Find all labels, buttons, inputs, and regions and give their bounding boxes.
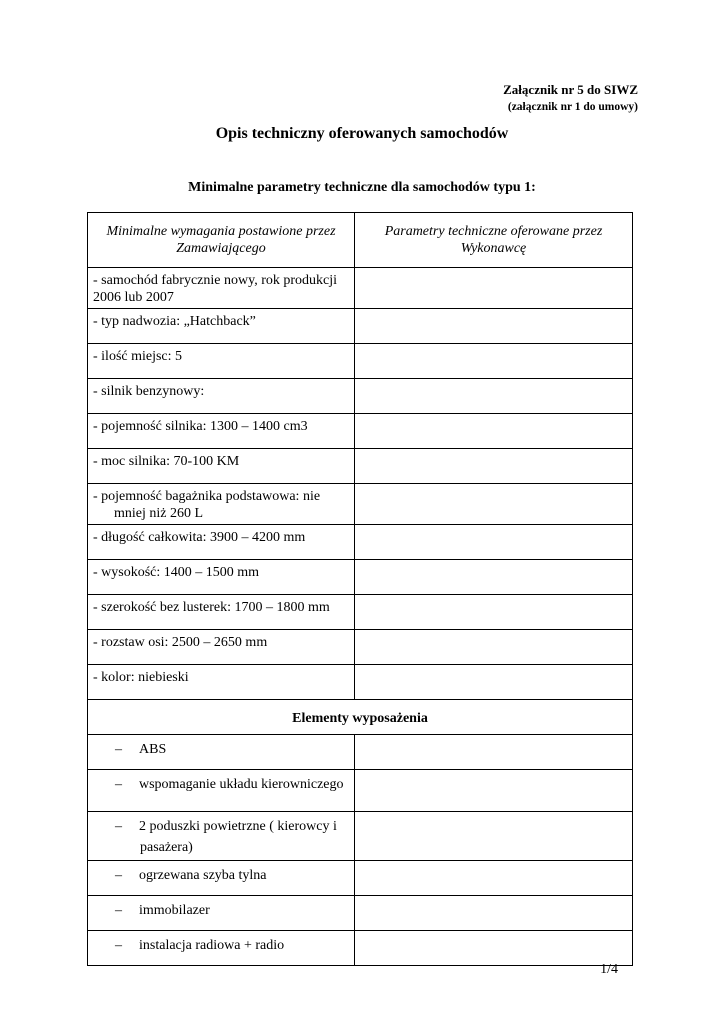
offered-cell[interactable]: [355, 861, 633, 896]
attachment-line-1: Załącznik nr 5 do SIWZ: [503, 82, 638, 97]
dash-bullet: –: [115, 903, 122, 918]
offered-cell[interactable]: [355, 344, 633, 379]
requirement-cell: - typ nadwozia: „Hatchback”: [88, 309, 355, 344]
offered-cell[interactable]: [355, 449, 633, 484]
requirement-cell: - pojemność silnika: 1300 – 1400 cm3: [88, 414, 355, 449]
dash-bullet: –: [115, 819, 122, 834]
requirement-cell: - kolor: niebieski: [88, 665, 355, 700]
table-row: [88, 379, 633, 414]
table-row: [88, 344, 633, 379]
table-row: [88, 525, 633, 560]
table-row: [88, 268, 633, 309]
table-row: [88, 309, 633, 344]
document-title: Opis techniczny oferowanych samochodów: [215, 125, 509, 142]
offered-cell[interactable]: [355, 665, 633, 700]
requirement-text: - pojemność bagażnika podstawowa: nie mniej niż 260 L: [93, 489, 321, 521]
equipment-text: instalacja radiowa + radio: [139, 938, 285, 953]
offered-cell[interactable]: [355, 484, 633, 525]
offered-cell[interactable]: [355, 268, 633, 309]
document-subtitle: Minimalne parametry techniczne dla samochodów typu 1:: [188, 180, 536, 195]
equipment-row: [88, 861, 633, 896]
equipment-cell: [88, 861, 355, 896]
table-row: [88, 484, 633, 525]
offered-cell[interactable]: [355, 379, 633, 414]
equipment-cell: [88, 896, 355, 931]
offered-cell[interactable]: [355, 630, 633, 665]
attachment-header: [503, 81, 638, 115]
equipment-row: [88, 931, 633, 966]
table-row: [88, 560, 633, 595]
equipment-text: 2 poduszki powietrzne ( kierowcy i pasażera): [139, 819, 337, 855]
equipment-cell: [88, 770, 355, 812]
equipment-row: [88, 812, 633, 861]
equipment-row: [88, 735, 633, 770]
dash-bullet: –: [115, 938, 122, 953]
offered-cell[interactable]: [355, 309, 633, 344]
table-row: [88, 595, 633, 630]
requirement-cell: [88, 484, 355, 525]
specification-table: [87, 212, 633, 966]
equipment-cell: [88, 735, 355, 770]
offered-cell[interactable]: [355, 770, 633, 812]
requirement-cell: - długość całkowita: 3900 – 4200 mm: [88, 525, 355, 560]
offered-cell[interactable]: [355, 525, 633, 560]
offered-cell[interactable]: [355, 560, 633, 595]
col-header-offered: Parametry techniczne oferowane przez Wykonawcę: [355, 213, 633, 268]
equipment-text: ogrzewana szyba tylna: [139, 868, 267, 883]
col-header-requirements: Minimalne wymagania postawione przez Zamawiającego: [88, 213, 355, 268]
dash-bullet: –: [115, 868, 122, 883]
offered-cell[interactable]: [355, 896, 633, 931]
table-row: [88, 414, 633, 449]
equipment-row: [88, 896, 633, 931]
requirement-cell: - rozstaw osi: 2500 – 2650 mm: [88, 630, 355, 665]
requirement-cell: - ilość miejsc: 5: [88, 344, 355, 379]
equipment-cell: [88, 812, 355, 861]
equipment-text: wspomaganie układu kierowniczego: [139, 777, 344, 792]
offered-cell[interactable]: [355, 595, 633, 630]
attachment-line-2: (załącznik nr 1 do umowy): [507, 101, 638, 113]
table-header-row: [88, 213, 633, 268]
requirement-cell: - wysokość: 1400 – 1500 mm: [88, 560, 355, 595]
equipment-text: ABS: [139, 742, 167, 757]
page-number: 1/4: [600, 962, 618, 977]
requirement-cell: - silnik benzynowy:: [88, 379, 355, 414]
section-header-row: [88, 700, 633, 735]
requirement-cell: - szerokość bez lusterek: 1700 – 1800 mm: [88, 595, 355, 630]
dash-bullet: –: [115, 777, 122, 792]
offered-cell[interactable]: [355, 414, 633, 449]
table-row: [88, 630, 633, 665]
equipment-row: [88, 770, 633, 812]
offered-cell[interactable]: [355, 735, 633, 770]
offered-cell[interactable]: [355, 931, 633, 966]
requirement-cell: - samochód fabrycznie nowy, rok produkcji 2006 lub 2007: [88, 268, 355, 309]
equipment-cell: [88, 931, 355, 966]
dash-bullet: –: [115, 742, 122, 757]
equipment-text: immobilazer: [139, 903, 210, 918]
offered-cell[interactable]: [355, 812, 633, 861]
table-row: [88, 665, 633, 700]
table-row: [88, 449, 633, 484]
requirement-cell: - moc silnika: 70-100 KM: [88, 449, 355, 484]
equipment-section-title: Elementy wyposażenia: [88, 700, 633, 735]
